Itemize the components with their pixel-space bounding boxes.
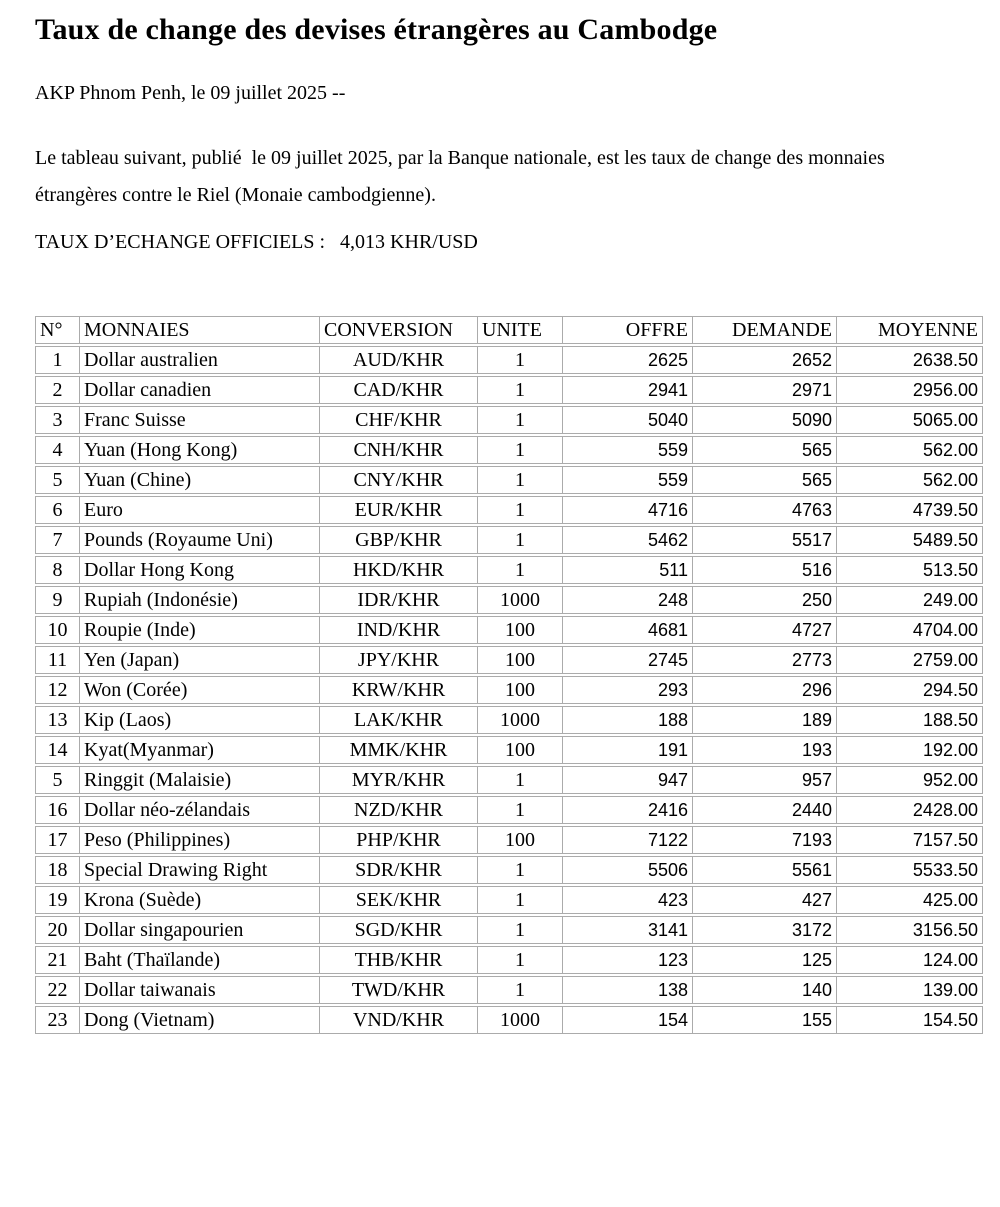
cell-no: 9 [35, 586, 80, 614]
cell-offre: 423 [563, 886, 693, 914]
cell-moyenne: 154.50 [837, 1006, 983, 1034]
table-row [35, 826, 983, 854]
cell-no: 18 [35, 856, 80, 884]
table-row [35, 616, 983, 644]
cell-offre: 5506 [563, 856, 693, 884]
column-header-demande: DEMANDE [693, 316, 837, 344]
cell-offre: 2941 [563, 376, 693, 404]
cell-unite: 1000 [478, 586, 563, 614]
cell-demande: 565 [693, 466, 837, 494]
cell-conversion: VND/KHR [320, 1006, 478, 1034]
cell-no: 6 [35, 496, 80, 524]
cell-offre: 4716 [563, 496, 693, 524]
cell-moyenne: 2956.00 [837, 376, 983, 404]
table-row [35, 856, 983, 884]
column-header-conversion: CONVERSION [320, 316, 478, 344]
cell-demande: 155 [693, 1006, 837, 1034]
cell-moyenne: 2759.00 [837, 646, 983, 674]
cell-monnaies: Dong (Vietnam) [80, 1006, 320, 1034]
cell-demande: 5561 [693, 856, 837, 884]
cell-moyenne: 139.00 [837, 976, 983, 1004]
table-row [35, 916, 983, 944]
cell-offre: 248 [563, 586, 693, 614]
cell-moyenne: 4704.00 [837, 616, 983, 644]
cell-no: 14 [35, 736, 80, 764]
table-row [35, 436, 983, 464]
cell-offre: 2625 [563, 346, 693, 374]
cell-no: 19 [35, 886, 80, 914]
table-row [35, 976, 983, 1004]
cell-monnaies: Kip (Laos) [80, 706, 320, 734]
cell-offre: 947 [563, 766, 693, 794]
cell-monnaies: Dollar singapourien [80, 916, 320, 944]
cell-offre: 293 [563, 676, 693, 704]
cell-unite: 1 [478, 376, 563, 404]
cell-monnaies: Kyat(Myanmar) [80, 736, 320, 764]
cell-offre: 5040 [563, 406, 693, 434]
cell-no: 1 [35, 346, 80, 374]
cell-conversion: SEK/KHR [320, 886, 478, 914]
table-row [35, 496, 983, 524]
cell-monnaies: Dollar australien [80, 346, 320, 374]
cell-offre: 154 [563, 1006, 693, 1034]
cell-demande: 296 [693, 676, 837, 704]
cell-no: 10 [35, 616, 80, 644]
table-row [35, 886, 983, 914]
column-header-offre: OFFRE [563, 316, 693, 344]
cell-unite: 1 [478, 856, 563, 884]
cell-no: 20 [35, 916, 80, 944]
cell-moyenne: 425.00 [837, 886, 983, 914]
cell-no: 21 [35, 946, 80, 974]
cell-demande: 189 [693, 706, 837, 734]
cell-demande: 516 [693, 556, 837, 584]
cell-offre: 2745 [563, 646, 693, 674]
cell-demande: 4727 [693, 616, 837, 644]
cell-moyenne: 5533.50 [837, 856, 983, 884]
cell-unite: 100 [478, 676, 563, 704]
cell-moyenne: 4739.50 [837, 496, 983, 524]
table-row [35, 676, 983, 704]
cell-conversion: TWD/KHR [320, 976, 478, 1004]
cell-no: 4 [35, 436, 80, 464]
cell-demande: 2652 [693, 346, 837, 374]
cell-monnaies: Dollar taiwanais [80, 976, 320, 1004]
cell-demande: 2440 [693, 796, 837, 824]
cell-moyenne: 192.00 [837, 736, 983, 764]
table-row [35, 586, 983, 614]
cell-conversion: THB/KHR [320, 946, 478, 974]
cell-conversion: CNH/KHR [320, 436, 478, 464]
cell-moyenne: 188.50 [837, 706, 983, 734]
table-row [35, 766, 983, 794]
cell-unite: 1000 [478, 1006, 563, 1034]
cell-no: 12 [35, 676, 80, 704]
cell-unite: 100 [478, 646, 563, 674]
cell-no: 23 [35, 1006, 80, 1034]
cell-monnaies: Won (Corée) [80, 676, 320, 704]
cell-unite: 100 [478, 826, 563, 854]
table-row [35, 526, 983, 554]
cell-unite: 1 [478, 466, 563, 494]
cell-conversion: PHP/KHR [320, 826, 478, 854]
cell-unite: 1 [478, 976, 563, 1004]
cell-offre: 559 [563, 466, 693, 494]
cell-demande: 565 [693, 436, 837, 464]
intro-paragraph: Le tableau suivant, publié le 09 juillet 2025, par la Banque nationale, est les taux de change des monnaies étrangères contre le Riel (Monaie cambodgienne). [35, 147, 890, 206]
cell-conversion: LAK/KHR [320, 706, 478, 734]
cell-no: 17 [35, 826, 80, 854]
cell-moyenne: 952.00 [837, 766, 983, 794]
cell-moyenne: 562.00 [837, 436, 983, 464]
cell-no: 2 [35, 376, 80, 404]
table-row [35, 376, 983, 404]
byline: AKP Phnom Penh, le 09 juillet 2025 -- [35, 82, 346, 104]
cell-monnaies: Baht (Thaïlande) [80, 946, 320, 974]
cell-unite: 1 [478, 406, 563, 434]
table-row [35, 736, 983, 764]
cell-offre: 188 [563, 706, 693, 734]
cell-conversion: CAD/KHR [320, 376, 478, 404]
cell-monnaies: Peso (Philippines) [80, 826, 320, 854]
cell-monnaies: Franc Suisse [80, 406, 320, 434]
cell-moyenne: 5489.50 [837, 526, 983, 554]
cell-monnaies: Dollar Hong Kong [80, 556, 320, 584]
cell-monnaies: Yen (Japan) [80, 646, 320, 674]
cell-offre: 138 [563, 976, 693, 1004]
cell-conversion: CHF/KHR [320, 406, 478, 434]
cell-no: 11 [35, 646, 80, 674]
cell-no: 5 [35, 466, 80, 494]
cell-conversion: MMK/KHR [320, 736, 478, 764]
table-header-row [35, 316, 983, 344]
column-header-monnaies: MONNAIES [80, 316, 320, 344]
cell-unite: 1 [478, 526, 563, 554]
cell-no: 7 [35, 526, 80, 554]
column-header-moyenne: MOYENNE [837, 316, 983, 344]
cell-demande: 7193 [693, 826, 837, 854]
cell-moyenne: 249.00 [837, 586, 983, 614]
cell-monnaies: Roupie (Inde) [80, 616, 320, 644]
cell-unite: 1 [478, 946, 563, 974]
cell-conversion: JPY/KHR [320, 646, 478, 674]
cell-monnaies: Dollar canadien [80, 376, 320, 404]
cell-unite: 1000 [478, 706, 563, 734]
cell-monnaies: Rupiah (Indonésie) [80, 586, 320, 614]
cell-conversion: NZD/KHR [320, 796, 478, 824]
cell-offre: 191 [563, 736, 693, 764]
table-row [35, 556, 983, 584]
cell-unite: 1 [478, 436, 563, 464]
cell-moyenne: 2428.00 [837, 796, 983, 824]
cell-monnaies: Yuan (Hong Kong) [80, 436, 320, 464]
cell-demande: 193 [693, 736, 837, 764]
cell-monnaies: Euro [80, 496, 320, 524]
column-header-no: N° [35, 316, 80, 344]
cell-offre: 5462 [563, 526, 693, 554]
cell-unite: 100 [478, 616, 563, 644]
cell-conversion: KRW/KHR [320, 676, 478, 704]
cell-moyenne: 3156.50 [837, 916, 983, 944]
cell-demande: 957 [693, 766, 837, 794]
cell-moyenne: 562.00 [837, 466, 983, 494]
cell-no: 13 [35, 706, 80, 734]
cell-no: 16 [35, 796, 80, 824]
cell-no: 22 [35, 976, 80, 1004]
cell-unite: 1 [478, 886, 563, 914]
cell-monnaies: Ringgit (Malaisie) [80, 766, 320, 794]
cell-no: 5 [35, 766, 80, 794]
exchange-rates-table [35, 314, 983, 1036]
cell-unite: 100 [478, 736, 563, 764]
cell-unite: 1 [478, 796, 563, 824]
page-title: Taux de change des devises étrangères au Cambodge [35, 13, 718, 46]
cell-offre: 7122 [563, 826, 693, 854]
cell-monnaies: Pounds (Royaume Uni) [80, 526, 320, 554]
cell-moyenne: 2638.50 [837, 346, 983, 374]
cell-conversion: IND/KHR [320, 616, 478, 644]
cell-unite: 1 [478, 346, 563, 374]
cell-conversion: SDR/KHR [320, 856, 478, 884]
cell-moyenne: 7157.50 [837, 826, 983, 854]
cell-unite: 1 [478, 496, 563, 524]
table-row [35, 706, 983, 734]
cell-demande: 250 [693, 586, 837, 614]
cell-demande: 2971 [693, 376, 837, 404]
cell-conversion: GBP/KHR [320, 526, 478, 554]
cell-unite: 1 [478, 766, 563, 794]
cell-conversion: IDR/KHR [320, 586, 478, 614]
cell-demande: 427 [693, 886, 837, 914]
cell-offre: 3141 [563, 916, 693, 944]
official-rate-line: TAUX D’ECHANGE OFFICIELS : 4,013 KHR/USD [35, 231, 478, 253]
cell-unite: 1 [478, 556, 563, 584]
cell-no: 3 [35, 406, 80, 434]
rates-table-body [35, 346, 983, 1034]
cell-no: 8 [35, 556, 80, 584]
cell-demande: 2773 [693, 646, 837, 674]
column-header-unite: UNITE [478, 316, 563, 344]
table-row [35, 946, 983, 974]
cell-demande: 5090 [693, 406, 837, 434]
cell-offre: 4681 [563, 616, 693, 644]
cell-conversion: HKD/KHR [320, 556, 478, 584]
cell-moyenne: 124.00 [837, 946, 983, 974]
cell-monnaies: Special Drawing Right [80, 856, 320, 884]
table-row [35, 1006, 983, 1034]
cell-demande: 125 [693, 946, 837, 974]
cell-monnaies: Krona (Suède) [80, 886, 320, 914]
cell-moyenne: 5065.00 [837, 406, 983, 434]
cell-conversion: SGD/KHR [320, 916, 478, 944]
cell-offre: 511 [563, 556, 693, 584]
cell-monnaies: Dollar néo-zélandais [80, 796, 320, 824]
cell-conversion: EUR/KHR [320, 496, 478, 524]
cell-offre: 2416 [563, 796, 693, 824]
cell-moyenne: 513.50 [837, 556, 983, 584]
cell-demande: 5517 [693, 526, 837, 554]
cell-unite: 1 [478, 916, 563, 944]
cell-offre: 559 [563, 436, 693, 464]
table-row [35, 466, 983, 494]
cell-demande: 3172 [693, 916, 837, 944]
cell-conversion: CNY/KHR [320, 466, 478, 494]
cell-offre: 123 [563, 946, 693, 974]
cell-conversion: AUD/KHR [320, 346, 478, 374]
cell-demande: 4763 [693, 496, 837, 524]
cell-monnaies: Yuan (Chine) [80, 466, 320, 494]
cell-moyenne: 294.50 [837, 676, 983, 704]
cell-conversion: MYR/KHR [320, 766, 478, 794]
table-row [35, 796, 983, 824]
table-row [35, 646, 983, 674]
table-row [35, 346, 983, 374]
table-row [35, 406, 983, 434]
cell-demande: 140 [693, 976, 837, 1004]
